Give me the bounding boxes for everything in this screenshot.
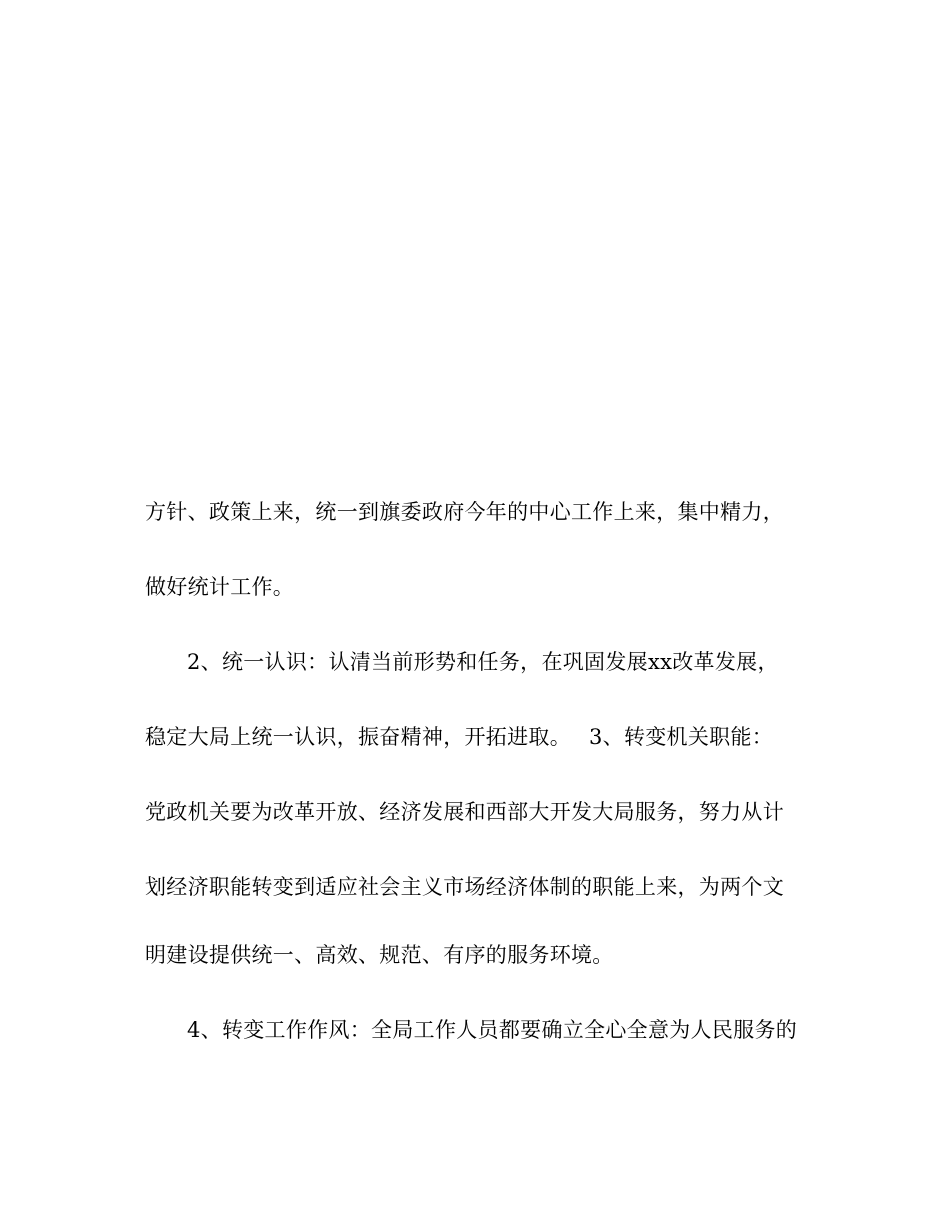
paragraph-line	[145, 872, 845, 902]
text-line: 做好统计工作。	[145, 575, 295, 599]
text-line: 划经济职能转变到适应社会主义市场经济体制的职能上来，为两个文	[145, 875, 784, 899]
text-line: 明建设提供统一、高效、规范、有序的服务环境。	[145, 943, 614, 967]
paragraph-line	[145, 940, 845, 970]
paragraph-line	[145, 572, 845, 602]
text-line: 党政机关要为改革开放、经济发展和西部大开发大局服务，努力从计	[145, 800, 784, 824]
text-line: 4、转变工作作风：全局工作人员都要确立全心全意为人民服务的	[187, 1018, 798, 1042]
paragraph-line	[145, 797, 845, 827]
paragraph-line	[145, 722, 845, 752]
paragraph-line	[145, 497, 845, 527]
text-line: 稳定大局上统一认识，振奋精神，开拓进取。	[145, 725, 571, 749]
paragraph-line	[187, 647, 887, 677]
text-line: 方针、政策上来，统一到旗委政府今年的中心工作上来，集中精力，	[145, 500, 784, 524]
text-line: 2、统一认识：认清当前形势和任务，在巩固发展xx改革发展，	[187, 650, 779, 674]
text-line: 3、转变机关职能：	[589, 725, 774, 749]
paragraph-line	[187, 1015, 887, 1045]
